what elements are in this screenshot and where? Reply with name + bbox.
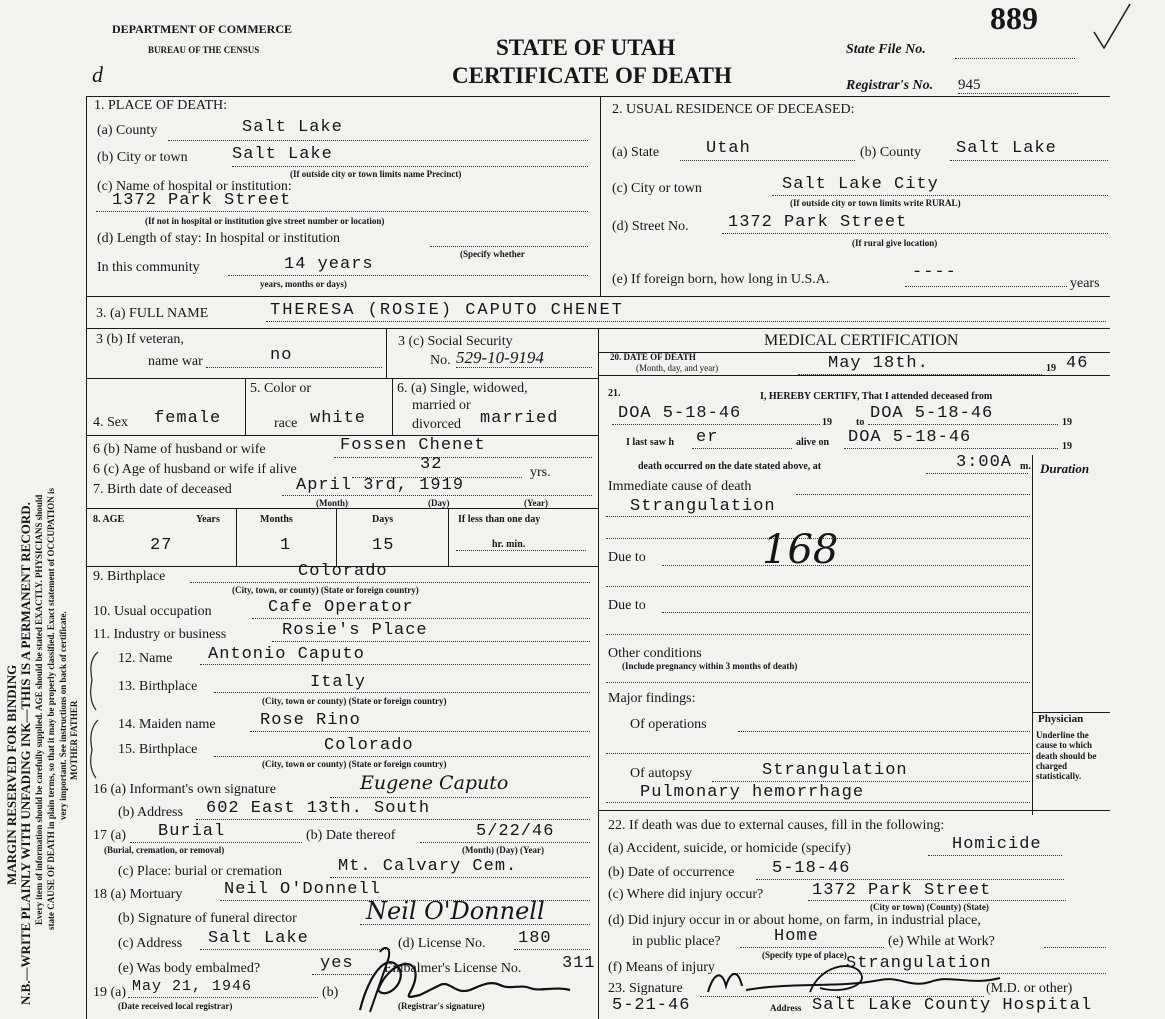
birth-label: 7. Birth date of deceased <box>93 482 232 497</box>
industry-value: Rosie's Place <box>282 621 428 640</box>
mortuary-address-label: (c) Address <box>118 936 183 951</box>
margin-instruction-2: state CAUSE OF DEATH in plain terms, so that it may be properly classified. Exact statement of OCCUPATION is <box>46 488 56 930</box>
alive-on-value: DOA 5-18-46 <box>848 428 972 447</box>
death-time-suffix: m. <box>1020 461 1031 472</box>
burial-note: (Burial, cremation, or removal) <box>104 845 225 855</box>
department-label: DEPARTMENT OF COMMERCE <box>112 22 293 36</box>
res-foreign-unit: years <box>1070 276 1100 291</box>
father-birthplace-label: 13. Birthplace <box>118 679 198 694</box>
sex-label: 4. Sex <box>93 415 128 430</box>
certifier-signature-suffix: (M.D. or other) <box>986 981 1073 996</box>
mother-maiden-label: 14. Maiden name <box>118 717 216 732</box>
age-days-value: 15 <box>372 536 395 555</box>
certify-number: 21. <box>608 388 621 399</box>
social-security-label: 3 (c) Social Security <box>398 334 513 349</box>
death-date-note: (Month, day, and year) <box>636 363 719 373</box>
alive-on-label: alive on <box>796 437 830 448</box>
mother-maiden-value: Rose Rino <box>260 711 361 730</box>
bureau-label: BUREAU OF THE CENSUS <box>148 45 260 55</box>
res-street-value: 1372 Park Street <box>728 213 908 232</box>
occupation-value: Cafe Operator <box>268 598 414 617</box>
father-birth-note: (City, town or county) (State or foreign country) <box>262 696 447 706</box>
home-label-1: (d) Did injury occur in or about home, on farm, in industrial place, <box>608 913 981 928</box>
veteran-label: 3 (b) If veteran, <box>96 332 184 347</box>
spouse-age-unit: yrs. <box>530 465 551 480</box>
death-year-value: 46 <box>1066 354 1089 373</box>
res-city-note: (If outside city or town limits write RURAL) <box>790 198 961 208</box>
birthplace-value: Colorado <box>298 562 388 581</box>
sex-value: female <box>154 409 222 428</box>
medical-heading: MEDICAL CERTIFICATION <box>764 332 959 349</box>
immediate-cause-value: Strangulation <box>630 497 776 516</box>
duration-label: Duration <box>1040 461 1090 476</box>
certifier-signature-label: 23. Signature <box>608 981 683 996</box>
license-value: 180 <box>518 929 552 948</box>
hr-min-label: hr. min. <box>492 539 526 550</box>
race-value: white <box>310 409 367 428</box>
informant-sig-label: 16 (a) Informant's own signature <box>93 782 276 797</box>
mother-birthplace-label: 15. Birthplace <box>118 742 198 757</box>
mortuary-label: 18 (a) Mortuary <box>93 887 183 902</box>
mother-birth-note: (City, town or county) (State or foreign country) <box>262 759 447 769</box>
mortuary-address-value: Salt Lake <box>208 929 309 948</box>
physician-title: Physician <box>1038 713 1084 725</box>
parents-side-label: MOTHER FATHER <box>69 700 79 780</box>
community-note: years, months or days) <box>260 279 347 289</box>
birthplace-note: (City, town, or county) (State or foreign country) <box>232 585 419 595</box>
death-city-label: (b) City or town <box>97 150 188 165</box>
parents-bracket <box>86 650 100 780</box>
occurrence-date-label: (b) Date of occurrence <box>608 865 735 880</box>
home-value: Home <box>774 927 819 946</box>
received-note: (Date received local registrar) <box>118 1001 233 1011</box>
father-name-label: 12. Name <box>118 651 173 666</box>
margin-instruction-heading: N.B.—WRITE PLAINLY WITH UNFADING INK—THIS IS A PERMANENT RECORD. <box>18 502 33 1005</box>
certifier-address-value: Salt Lake County Hospital <box>812 996 1093 1015</box>
death-date-value: May 18th. <box>828 354 929 373</box>
received-value: May 21, 1946 <box>132 978 253 995</box>
burial-date-note: (Month) (Day) (Year) <box>462 845 544 855</box>
margin-instruction-1: Every item of information should be carefully supplied. AGE should be stated EXACTLY. PHYSICIANS should <box>34 494 44 925</box>
res-city-label: (c) City or town <box>612 181 702 196</box>
birth-value: April 3rd, 1919 <box>296 476 465 495</box>
certifier-address-label: Address <box>770 1003 802 1013</box>
corner-mark: d <box>92 62 103 87</box>
autopsy-value-2: Pulmonary hemorrhage <box>640 783 865 802</box>
check-mark-icon <box>1092 2 1132 52</box>
age-months-value: 1 <box>280 536 292 555</box>
marital-label-1: 6. (a) Single, widowed, <box>397 381 528 396</box>
operations-label: Of operations <box>630 717 707 732</box>
spouse-age-label: 6 (c) Age of husband or wife if alive <box>93 462 297 477</box>
attended-yr-2: 19 <box>1062 417 1072 428</box>
full-name-label: 3. (a) FULL NAME <box>96 306 209 321</box>
last-saw-label: I last saw h <box>626 437 675 448</box>
mother-birthplace-value: Colorado <box>324 736 414 755</box>
res-foreign-label: (e) If foreign born, how long in U.S.A. <box>612 272 830 287</box>
less-than-day-label: If less than one day <box>458 514 541 525</box>
death-county-value: Salt Lake <box>242 118 343 137</box>
autopsy-value-1: Strangulation <box>762 761 908 780</box>
father-birthplace-value: Italy <box>310 673 367 692</box>
received-label: 19 (a) <box>93 985 127 1000</box>
spouse-age-value: 32 <box>420 455 443 474</box>
accident-label: (a) Accident, suicide, or homicide (specify) <box>608 841 851 856</box>
informant-signature: Eugene Caputo <box>360 772 509 794</box>
immediate-cause-label: Immediate cause of death <box>608 479 752 494</box>
certifier-date-value: 5-21-46 <box>612 996 691 1015</box>
embalmer-license-label: Embalmer's License No. <box>384 961 522 976</box>
stay-label: (d) Length of stay: In hospital or institution <box>97 231 341 246</box>
war-label: name war <box>148 354 203 369</box>
certifier-signature <box>700 952 1020 1000</box>
informant-address-value: 602 East 13th. South <box>206 799 431 818</box>
embalmer-license-value: 311 <box>562 954 596 973</box>
other-conditions-label: Other conditions <box>608 646 702 661</box>
res-street-note: (If rural give location) <box>852 238 938 248</box>
res-city-value: Salt Lake City <box>782 175 939 194</box>
alive-yr: 19 <box>1062 441 1072 452</box>
license-label: (d) License No. <box>398 936 486 951</box>
state-title: STATE OF UTAH <box>496 35 676 60</box>
res-foreign-value: ---- <box>912 263 957 282</box>
color-label: 5. Color or <box>250 381 312 396</box>
funeral-director-label: (b) Signature of funeral director <box>118 911 297 926</box>
physician-note: Underline the cause to which death should be charged statistically. <box>1036 730 1097 782</box>
community-label: In this community <box>97 260 200 275</box>
informant-address-label: (b) Address <box>118 805 183 820</box>
res-state-label: (a) State <box>612 145 660 160</box>
burial-value: Burial <box>158 822 226 841</box>
ss-no-label: No. <box>430 353 451 368</box>
spouse-value: Fossen Chenet <box>340 436 486 455</box>
injury-place-label: (c) Where did injury occur? <box>608 887 764 902</box>
race-label: race <box>274 416 298 431</box>
registrar-label: Registrar's No. <box>846 78 934 93</box>
age-years-label: Years <box>196 514 220 525</box>
attended-to-label: to <box>856 417 865 428</box>
margin-instruction-3: very important. See instructions on back of certificate. <box>58 611 68 820</box>
age-months-label: Months <box>260 514 293 525</box>
external-heading: 22. If death was due to external causes, fill in the following: <box>608 818 945 833</box>
due-to-1-label: Due to <box>608 550 646 565</box>
marital-label-2: married or <box>412 398 471 413</box>
injury-place-note: (City or town) (County) (State) <box>870 902 989 912</box>
burial-place-value: Mt. Calvary Cem. <box>338 857 518 876</box>
means-value: Strangulation <box>846 954 992 973</box>
industry-label: 11. Industry or business <box>93 627 227 642</box>
attended-to-value: DOA 5-18-46 <box>870 404 994 423</box>
embalmed-value: yes <box>320 954 354 973</box>
residence-heading: 2. USUAL RESIDENCE OF DECEASED: <box>612 102 855 117</box>
registrar-sig-note: (Registrar's signature) <box>398 1001 485 1011</box>
while-at-work-label: (e) While at Work? <box>888 934 995 949</box>
last-saw-value: er <box>696 428 719 447</box>
margin-binding-note: MARGIN RESERVED FOR BINDING <box>4 664 19 885</box>
death-county-label: (a) County <box>97 123 158 138</box>
attended-from-value: DOA 5-18-46 <box>618 404 742 423</box>
certificate-title: CERTIFICATE OF DEATH <box>452 63 732 88</box>
res-street-label: (d) Street No. <box>612 219 689 234</box>
death-date-label: 20. DATE OF DEATH <box>610 352 696 362</box>
death-time-label: death occurred on the date stated above, at <box>638 461 822 472</box>
injury-place-value: 1372 Park Street <box>812 881 992 900</box>
registrar-signature <box>330 940 580 1015</box>
death-year-prefix: 19 <box>1046 363 1056 374</box>
state-file-number: 889 <box>990 0 1038 36</box>
ss-no-value: 529-10-9194 <box>456 348 544 367</box>
due-to-1-value: 168 <box>762 527 839 573</box>
burial-date-label: (b) Date thereof <box>306 828 396 843</box>
due-to-2-label: Due to <box>608 598 646 613</box>
community-value: 14 years <box>284 255 374 274</box>
other-conditions-note: (Include pregnancy within 3 months of death) <box>622 661 798 671</box>
specify-note: (Specify whether <box>460 249 525 259</box>
spouse-label: 6 (b) Name of husband or wife <box>93 442 266 457</box>
certify-text: I, HEREBY CERTIFY, That I attended deceased from <box>760 391 993 402</box>
registrar-number: 945 <box>958 77 981 93</box>
marital-label-3: divorced <box>412 417 461 432</box>
accident-value: Homicide <box>952 835 1042 854</box>
res-county-value: Salt Lake <box>956 139 1057 158</box>
age-label: 8. AGE <box>93 514 125 525</box>
mortuary-value: Neil O'Donnell <box>224 880 381 899</box>
war-value: no <box>270 346 293 365</box>
occupation-label: 10. Usual occupation <box>93 604 212 619</box>
place-of-death-heading: 1. PLACE OF DEATH: <box>94 98 228 113</box>
birth-note-year: (Year) <box>524 498 548 508</box>
full-name-value: THERESA (ROSIE) CAPUTO CHENET <box>270 301 624 320</box>
home-label-2: in public place? <box>632 934 721 949</box>
res-county-label: (b) County <box>860 145 922 160</box>
major-findings-label: Major findings: <box>608 691 696 706</box>
occurrence-date-value: 5-18-46 <box>772 859 851 878</box>
means-label: (f) Means of injury <box>608 960 715 975</box>
registrar-sig-label: (b) <box>322 985 339 1000</box>
burial-place-label: (c) Place: burial or cremation <box>118 864 283 879</box>
birth-note-month: (Month) <box>316 498 348 508</box>
res-state-value: Utah <box>706 139 751 158</box>
birthplace-label: 9. Birthplace <box>93 569 166 584</box>
death-city-note: (If outside city or town limits name Precinct) <box>290 169 462 179</box>
state-file-label: State File No. <box>846 42 926 57</box>
birth-note-day: (Day) <box>428 498 450 508</box>
embalmed-label: (e) Was body embalmed? <box>118 961 261 976</box>
attended-yr-1: 19 <box>822 417 832 428</box>
burial-date-value: 5/22/46 <box>476 822 555 841</box>
burial-label: 17 (a) <box>93 828 127 843</box>
funeral-director-signature: Neil O'Donnell <box>366 897 545 925</box>
autopsy-label: Of autopsy <box>630 766 692 781</box>
age-days-label: Days <box>372 514 394 525</box>
hospital-label: (c) Name of hospital or institution: <box>97 179 292 194</box>
home-specify-note: (Specify type of place) <box>762 950 847 960</box>
hospital-note: (If not in hospital or institution give street number or location) <box>145 216 385 226</box>
marital-value: married <box>480 409 559 428</box>
hospital-value: 1372 Park Street <box>112 191 292 210</box>
father-name-value: Antonio Caputo <box>208 645 365 664</box>
death-time-value: 3:00A <box>956 453 1013 472</box>
age-years-value: 27 <box>150 536 173 555</box>
death-city-value: Salt Lake <box>232 145 333 164</box>
